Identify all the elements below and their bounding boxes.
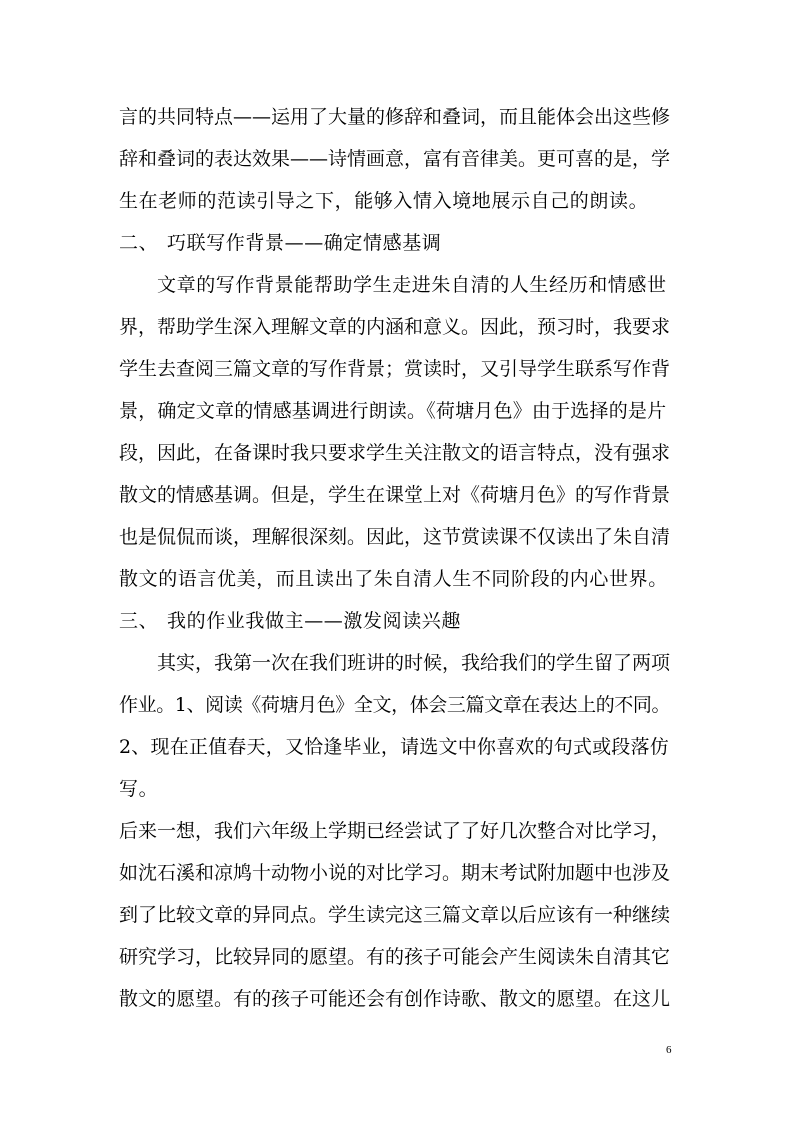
- paragraph-line: 散文的愿望。有的孩子可能还会有创作诗歌、散文的愿望。在这儿: [119, 988, 671, 1010]
- paragraph-line: 作业。1、阅读《荷塘月色》全文，体会三篇文章在表达上的不同。: [119, 694, 671, 716]
- section-title: 巧联写作背景——确定情感基调: [167, 232, 442, 254]
- paragraph-line: 后来一想，我们六年级上学期已经尝试了了好几次整合对比学习，: [119, 820, 671, 842]
- section-number: 二、: [119, 232, 159, 254]
- paragraph-line: 其实，我第一次在我们班讲的时候，我给我们的学生留了两项: [157, 652, 671, 674]
- section-number: 三、: [119, 610, 159, 632]
- paragraph-line: 界，帮助学生深入理解文章的内涵和意义。因此，预习时，我要求: [119, 316, 671, 338]
- paragraph-line: 言的共同特点——运用了大量的修辞和叠词，而且能体会出这些修: [119, 106, 671, 128]
- paragraph-line: 景，确定文章的情感基调进行朗读。《荷塘月色》由于选择的是片: [119, 400, 667, 422]
- paragraph-line: 生在老师的范读引导之下，能够入情入境地展示自己的朗读。: [119, 190, 649, 212]
- paragraph-line: 研究学习，比较异同的愿望。有的孩子可能会产生阅读朱自清其它: [119, 946, 671, 968]
- paragraph-line: 散文的情感基调。但是，学生在课堂上对《荷塘月色》的写作背景: [119, 484, 671, 506]
- page-number: 6: [666, 1044, 672, 1056]
- paragraph-line: 2、现在正值春天，又恰逢毕业，请选文中你喜欢的句式或段落仿: [119, 736, 669, 758]
- paragraph-line: 段，因此，在备课时我只要求学生关注散文的语言特点，没有强求: [119, 442, 671, 464]
- section-title: 我的作业我做主——激发阅读兴趣: [167, 610, 462, 632]
- paragraph-line: 也是侃侃而谈，理解很深刻。因此，这节赏读课不仅读出了朱自清: [119, 526, 671, 548]
- paragraph-line: 辞和叠词的表达效果——诗情画意，富有音律美。更可喜的是，学: [119, 148, 671, 170]
- paragraph-line: 到了比较文章的异同点。学生读完这三篇文章以后应该有一种继续: [119, 904, 671, 926]
- section-heading: [119, 609, 461, 633]
- paragraph-line: 写。: [119, 778, 159, 800]
- section-heading: [119, 231, 441, 255]
- paragraph-line: 文章的写作背景能帮助学生走进朱自清的人生经历和情感世: [157, 274, 667, 296]
- paragraph-line: 散文的语言优美，而且读出了朱自清人生不同阶段的内心世界。: [119, 568, 668, 590]
- paragraph-line: 如沈石溪和凉鸠十动物小说的对比学习。期末考试附加题中也涉及: [119, 862, 671, 884]
- paragraph-line: 学生去查阅三篇文章的写作背景；赏读时，又引导学生联系写作背: [119, 358, 671, 380]
